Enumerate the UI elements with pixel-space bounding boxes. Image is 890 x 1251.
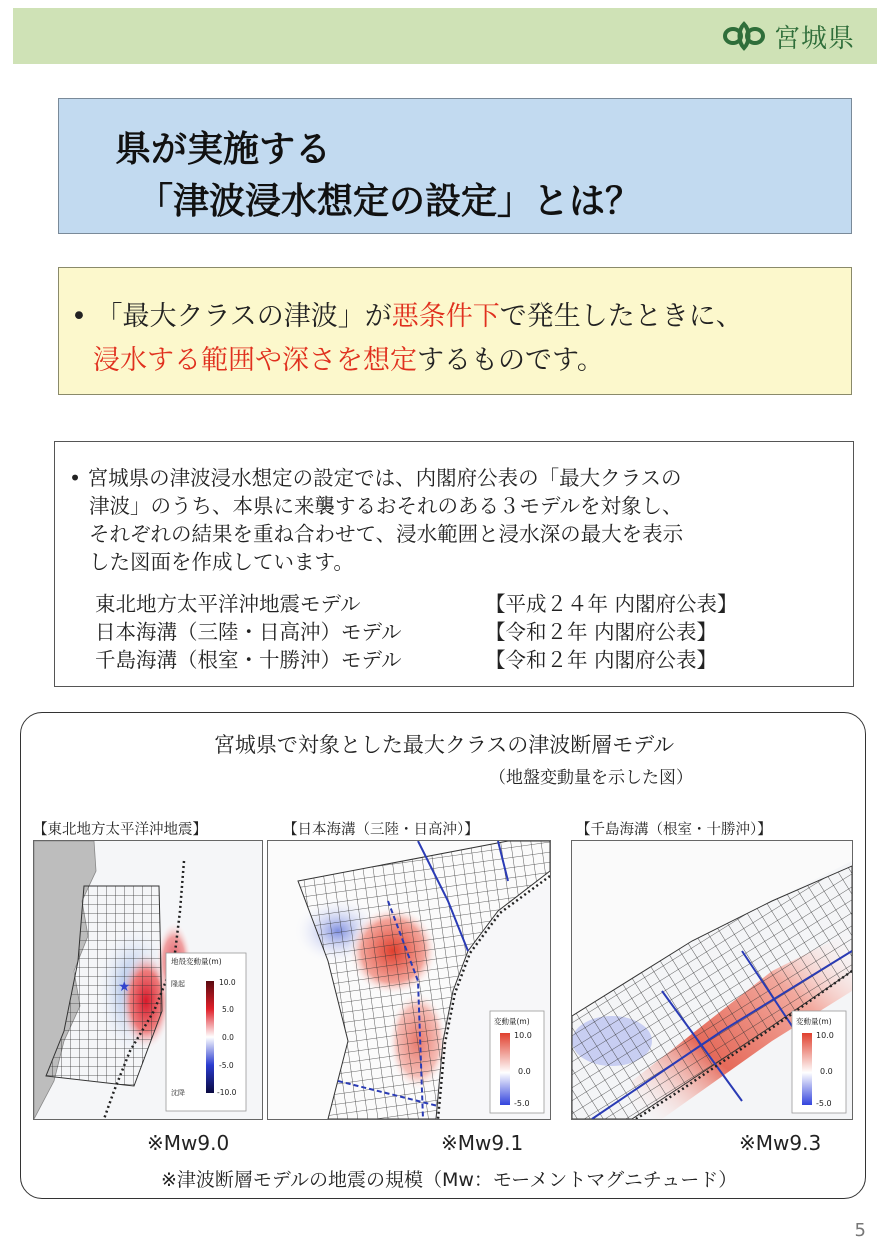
detail-line: [69, 461, 682, 491]
map-label-kuril-trench: 【千島海溝（根室・十勝沖）】: [576, 822, 772, 838]
summary-box: [58, 267, 852, 395]
header-bar: [13, 8, 877, 64]
legend-tick: 0.0: [518, 1067, 531, 1076]
summary-line2: [93, 338, 604, 377]
summary-text: するものです。: [417, 345, 604, 376]
bullet: •: [69, 466, 82, 490]
model-name: 日本海溝（三陸・日高沖）モデル: [95, 620, 402, 644]
legend-title: 変動量(m): [494, 1017, 530, 1026]
title-box: [58, 98, 852, 234]
summary-text: 「最大クラスの津波」が: [95, 301, 392, 332]
page-number: 5: [854, 1220, 866, 1241]
model-source: 【令和２年 内閣府公表】: [485, 648, 718, 672]
legend-tick: 5.0: [222, 1005, 234, 1014]
miyagi-emblem-icon: [722, 20, 766, 52]
magnitude-label: ※Mw9.3: [739, 1131, 822, 1155]
detail-text: 宮城県の津波浸水想定の設定では、内閣府公表の「最大クラスの: [87, 466, 682, 490]
model-name: 千島海溝（根室・十勝沖）モデル: [95, 648, 402, 672]
legend-tick: -10.0: [217, 1088, 237, 1097]
legend-uplift-label: 隆起: [171, 980, 185, 988]
map-kuril-trench: [571, 840, 853, 1120]
legend-title: 変動量(m): [796, 1017, 832, 1026]
legend-tick: 10.0: [219, 978, 236, 987]
legend-title: 地殻変動量(m): [171, 957, 222, 966]
japan-trench-deformation-map: [268, 841, 550, 1119]
summary-highlight: 悪条件下: [391, 301, 500, 332]
legend-tick: 0.0: [222, 1033, 234, 1042]
legend-tick: 0.0: [820, 1067, 833, 1076]
legend-subsidence-label: 沈降: [171, 1089, 185, 1097]
org-name: 宮城県: [773, 23, 855, 54]
magnitude-label: ※Mw9.0: [147, 1131, 230, 1155]
legend-tick: 10.0: [816, 1031, 834, 1040]
figure-subtitle: （地盤変動量を示した図）: [489, 768, 693, 788]
detail-box: [54, 441, 854, 687]
bullet: •: [71, 301, 87, 332]
detail-line: 津波」のうち、本県に来襲するおそれのある３モデルを対象し、: [89, 494, 683, 518]
figure-title: 宮城県で対象とした最大クラスの津波断層モデル: [213, 733, 675, 757]
summary-text: で発生したときに、: [499, 301, 743, 332]
detail-line: した図面を作成しています。: [89, 550, 354, 574]
page-title-line2: 「津波浸水想定の設定」とは？: [137, 181, 642, 222]
prefecture-logo: [722, 18, 855, 54]
detail-line: それぞれの結果を重ね合わせて、浸水範囲と浸水深の最大を表示: [89, 522, 684, 546]
kuril-trench-deformation-map: [572, 841, 852, 1119]
legend-tick: -5.0: [514, 1099, 530, 1108]
map-japan-trench: [267, 840, 551, 1120]
legend-tick: -5.0: [219, 1061, 234, 1070]
map-tohoku: [33, 840, 263, 1120]
model-source: 【平成２４年 内閣府公表】: [485, 592, 738, 616]
legend-tick: -5.0: [816, 1099, 832, 1108]
map-label-tohoku: 【東北地方太平洋沖地震】: [33, 822, 207, 838]
svg-text:★: ★: [118, 979, 131, 995]
figure-footnote: ※津波断層モデルの地震の規模（Mw：モーメントマグニチュード）: [161, 1169, 738, 1191]
map-label-japan-trench: 【日本海溝（三陸・日高沖）】: [283, 822, 479, 838]
summary-line1: [71, 294, 743, 333]
fault-model-figure: [20, 712, 866, 1199]
model-name: 東北地方太平洋沖地震モデル: [95, 592, 361, 616]
page-title-line1: 県が実施する: [115, 129, 332, 170]
magnitude-label: ※Mw9.1: [441, 1131, 524, 1155]
legend-tick: 10.0: [514, 1031, 532, 1040]
model-source: 【令和２年 内閣府公表】: [485, 620, 718, 644]
summary-highlight: 浸水する範囲や深さを想定: [93, 345, 417, 376]
